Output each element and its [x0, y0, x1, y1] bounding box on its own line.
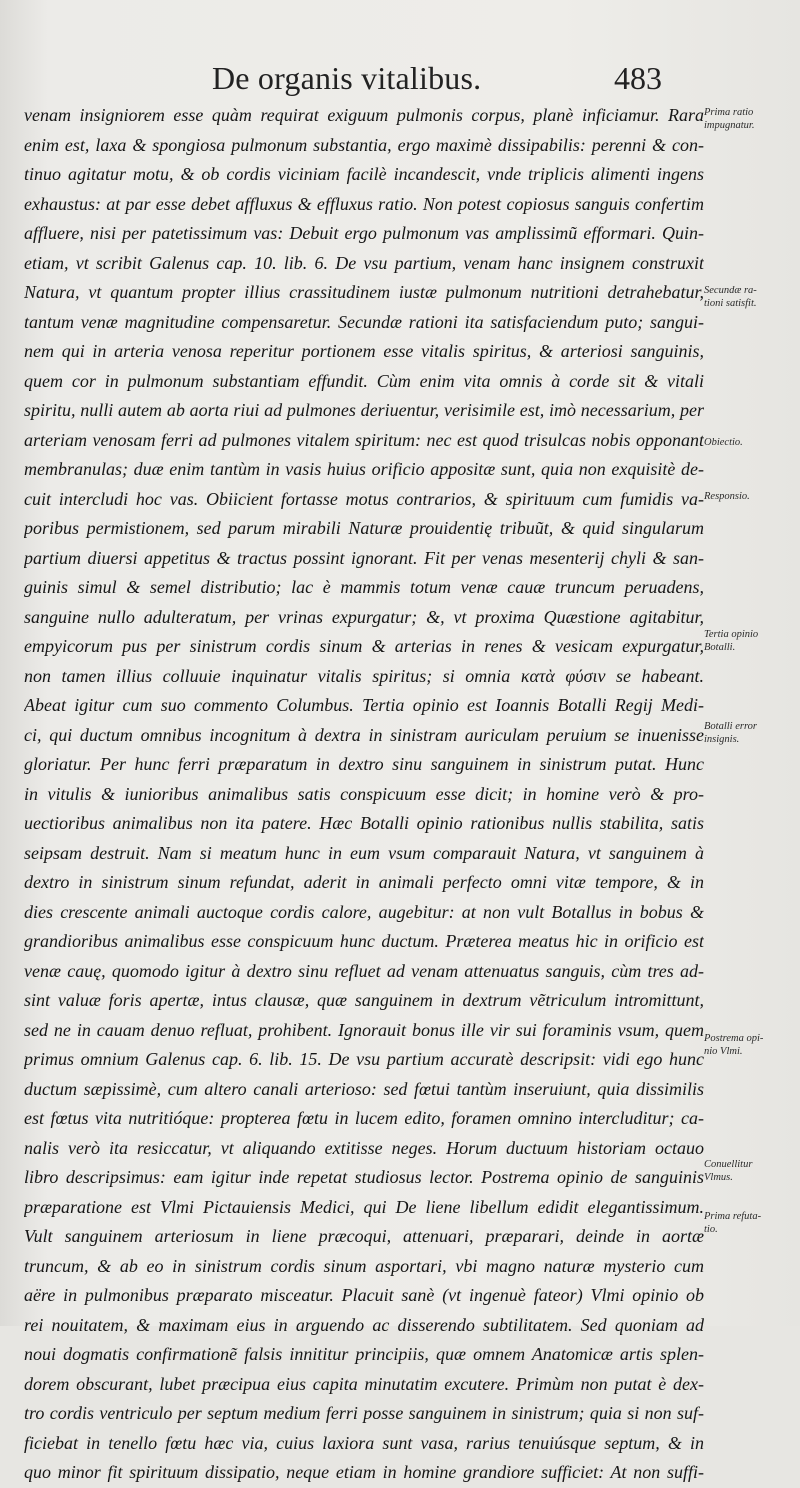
text-line: empyicorum pus per sinistrum cordis sinum & arterias in renes & vesicam expurgatur,	[24, 636, 704, 656]
text-line: libro descripsimus: eam igitur inde repetat studiosus lector. Postrema opinio de sanguinis	[24, 1167, 704, 1187]
marginal-note	[704, 106, 796, 132]
marginal-note-line: Tertia opinio	[704, 629, 759, 640]
text-line: nem qui in arteria venosa reperitur portionem esse vitalis spiritus, & arteriosi sanguinis,	[24, 341, 704, 361]
marginal-note	[704, 1032, 796, 1058]
text-line: gloriatur. Per hunc ferri præparatum in dextro sinu sanguinem in sinistrum putat. Hunc	[24, 754, 704, 774]
text-line: grandioribus animalibus esse conspicuum hunc ductum. Præterea meatus hic in orificio est	[24, 931, 704, 951]
page-number: 483	[614, 60, 662, 96]
text-line: noui dogmatis confirmationẽ falsis innititur principiis, quæ omnem Anatomicæ artis splen-	[24, 1344, 704, 1364]
text-line: dextro in sinistrum sinum refundat, aderit in animali perfecto omni vitæ tempore, & in	[24, 872, 704, 892]
text-line: tantum venæ magnitudine compensaretur. Secundæ rationi ita satisfaciendum puto; sangui-	[24, 311, 704, 332]
page-title: De organis vitalibus.	[212, 60, 482, 96]
marginal-note	[704, 1158, 796, 1184]
text-line: sed ne in cauam denuo refluat, prohibent. Ignorauit bonus ille vir sui foraminis vsum, quem	[24, 1019, 704, 1040]
text-line: venam insigniorem esse quàm requirat exiguum pulmonis corpus, planè inficiamur. Rara	[24, 105, 704, 125]
text-line: præparatione est Vlmi Pictauiensis Medici, qui De liene libellum edidit elegantissimum.	[24, 1196, 704, 1217]
marginal-note-line: impugnatur.	[704, 120, 755, 131]
marginal-note-line: Prima refuta-	[704, 1211, 762, 1222]
text-line: ficiebat in tenello fœtu hæc via, cuius laxiora sunt vasa, rarius tenuiúsque septum, & in	[24, 1432, 704, 1453]
marginal-note	[704, 720, 796, 746]
text-line: cuit intercludi hoc vas. Obiicient fortasse motus contrarios, & spirituum cum fumidis va-	[24, 488, 704, 509]
main-text-block	[24, 101, 704, 1488]
text-line: affluere, nisi per patetissimum vas: Debuit ergo pulmonum vas amplissimũ efformari. Quin-	[24, 223, 704, 243]
marginal-note-line: Vlmus.	[704, 1172, 733, 1183]
marginal-note-line: Secundæ ra-	[704, 285, 757, 296]
marginal-note-line: Obiectio.	[704, 437, 743, 448]
text-line: Abeat igitur cum suo commento Columbus. Tertia opinio est Ioannis Botalli Regij Medi-	[24, 695, 704, 715]
text-line: non tamen illius colluuie inquinatur vitalis spiritus; si omnia κατὰ φύσιν se habeant.	[24, 665, 704, 686]
text-line: venæ cauę, quomodo igitur à dextro sinu refluet ad venam attenuatus sanguis, cùm tres ad-	[24, 960, 704, 981]
text-line: uectioribus animalibus non ita patere. Hæc Botalli opinio rationibus nullis stabilita, satis	[24, 813, 704, 833]
text-line: spiritu, nulli autem ab aorta riui ad pulmones deriuentur, verisimile est, imò necessarium, per	[24, 400, 704, 420]
marginal-note-line: Botalli error	[704, 721, 757, 732]
marginal-note-line: tioni satisfit.	[704, 298, 757, 309]
text-line: nalis verò ita resiccatur, vt aliquando extitisse neges. Horum ductuum historiam octauo	[24, 1137, 704, 1158]
text-line: partium diuersi appetitus & tractus possint ignorant. Fit per venas mesenterij chyli & san-	[24, 547, 704, 568]
marginal-note-line: nio Vlmi.	[704, 1046, 743, 1057]
marginal-note-line: Prima ratio	[704, 107, 754, 118]
text-line: tinuo agitatur motu, & ob cordis viciniam facilè incandescit, vnde triplicis alimenti ingens	[24, 164, 704, 184]
marginal-note	[704, 1210, 796, 1236]
text-line: enim est, laxa & spongiosa pulmonum substantia, ergo maximè dissipabilis: perenni & con-	[24, 134, 704, 155]
running-head	[0, 56, 800, 100]
marginal-note-line: Responsio.	[704, 491, 750, 502]
text-line: ci, qui ductum omnibus incognitum à dextra in sinistram auriculam peruium se inuenisse	[24, 724, 704, 745]
text-line: Natura, vt quantum propter illius crassitudinem iustæ pulmonum nutritioni detrahebatur,	[24, 282, 704, 302]
marginal-note	[704, 284, 796, 310]
text-line: rei nouitatem, & maximam eius in arguendo ac disserendo subtilitatem. Sed quoniam ad	[24, 1314, 704, 1335]
text-line: etiam, vt scribit Galenus cap. 10. lib. 6. De vsu partium, venam hanc insignem construxit	[24, 252, 704, 273]
text-line: dies crescente animali auctoque cordis calore, augebitur: at non vult Botallus in bobus &	[24, 901, 704, 922]
marginal-note-line: Postrema opi-	[704, 1033, 764, 1044]
text-line: sint valuæ foris apertæ, intus clausæ, quæ sanguinem in dextrum vẽtriculum intromittunt,	[24, 990, 704, 1010]
text-line: est fœtus vita nutritióque: propterea fœtu in lucem edito, foramen omnino intercluditur; ca-	[24, 1108, 704, 1128]
text-line: sanguine nullo adulteratum, per vrinas expurgatur; &, vt proxima Quæstione agitabitur,	[24, 606, 704, 627]
text-line: Vult sanguinem arteriosum in liene præcoqui, attenuari, præparari, deinde in aortæ	[24, 1226, 704, 1246]
marginal-note	[704, 490, 796, 503]
text-line: primus omnium Galenus cap. 6. lib. 15. De vsu partium accuratè descripsit: vidi ego hunc	[24, 1049, 704, 1069]
text-line: arteriam venosam ferri ad pulmones vitalem spiritum: nec est quod trisulcas nobis opponant	[24, 429, 704, 450]
text-line: seipsam destruit. Nam si meatum hunc in eum vsum comparauit Natura, vt sanguinem à	[24, 842, 704, 863]
marginal-note	[704, 436, 796, 449]
text-line: tro cordis ventriculo per septum medium ferri posse sanguinem in sinistrum; quia si non suf-	[24, 1403, 704, 1423]
marginal-note-line: tio.	[704, 1224, 718, 1235]
text-line: quem cor in pulmonum substantiam effundit. Cùm enim vita omnis à corde sit & vitali	[24, 370, 704, 391]
text-line: ductum sæpissimè, cum altero canali arterioso: sed fœtui tantùm inseruiunt, quia dissimilis	[24, 1078, 704, 1099]
marginal-note-line: Botalli.	[704, 642, 736, 653]
marginal-note	[704, 628, 796, 654]
text-line: membranulas; duæ enim tantùm in vasis huius orificio appositæ sunt, quia non exquisitè de-	[24, 459, 704, 479]
text-line: in vitulis & iunioribus animalibus satis conspicuum esse dicit; in homine verò & pro-	[24, 783, 704, 804]
marginal-note-line: Conuellitur	[704, 1159, 753, 1170]
text-line: truncum, & ab eo in sinistrum cordis sinum asportari, vbi magno naturæ mysterio cum	[24, 1255, 704, 1276]
text-line: guinis simul & semel distributio; lac è mammis totum venæ cauæ truncum peruadens,	[24, 577, 704, 597]
text-line: exhaustus: at par esse debet affluxus & effluxus ratio. Non potest copiosus sanguis confertim	[24, 193, 704, 214]
text-line: poribus permistionem, sed parum mirabili Naturæ prouidentię tribuũt, & quid singularum	[24, 518, 704, 538]
text-line: dorem obscurant, lubet præcipua eius capita minutatim excutere. Primùm non putat è dex-	[24, 1373, 704, 1394]
text-line: aëre in pulmonibus præparato misceatur. Placuit sanè (vt ingenuè fateor) Vlmi opinio ob	[24, 1285, 704, 1305]
text-line: quo minor fit spirituum dissipatio, neque etiam in homine grandiore sufficiet: At non suffi-	[24, 1462, 704, 1482]
marginal-note-line: insignis.	[704, 734, 740, 745]
